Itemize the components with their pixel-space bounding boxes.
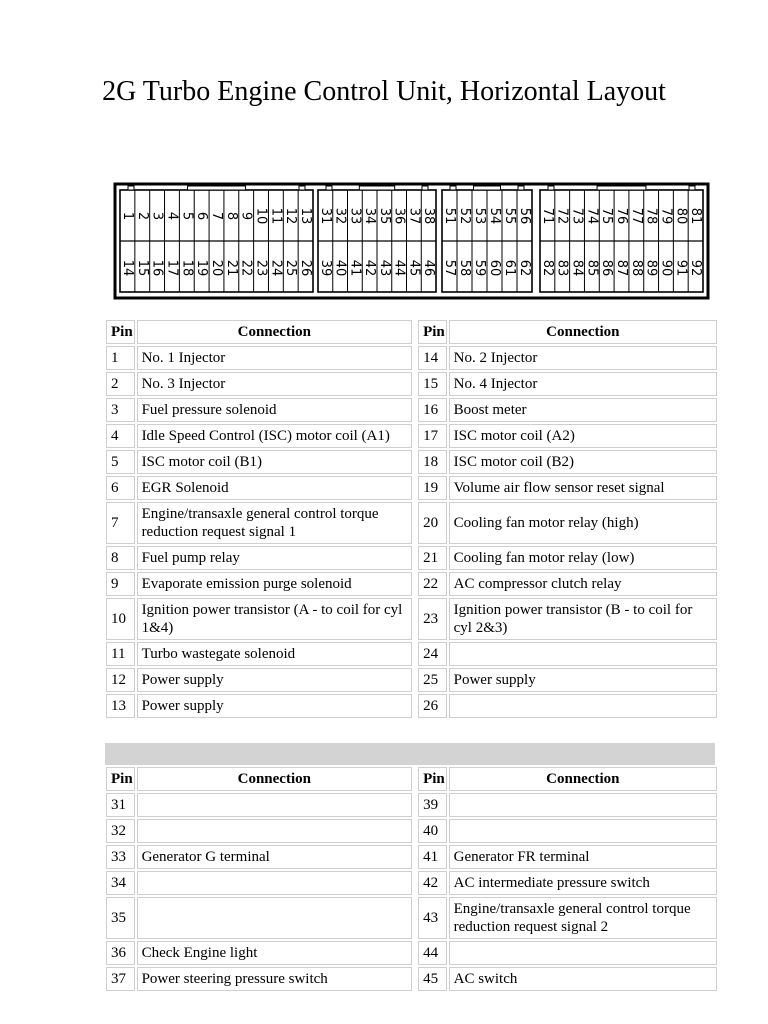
connector-pin-label: 26	[298, 259, 314, 277]
connection-cell	[449, 694, 717, 718]
pin-cell: 40	[418, 819, 447, 843]
connection-cell: AC compressor clutch relay	[449, 572, 717, 596]
pin-cell: 45	[418, 967, 447, 991]
connection-cell	[449, 793, 717, 817]
connector-pin-label: 19	[194, 259, 210, 277]
connector-pin-label: 34	[362, 207, 378, 225]
connection-header: Connection	[449, 320, 717, 344]
connection-cell: ISC motor coil (B1)	[137, 450, 412, 474]
connector-pin-label: 85	[584, 259, 600, 277]
pin-cell: 18	[418, 450, 447, 474]
pin-cell: 32	[106, 819, 135, 843]
connection-cell: Volume air flow sensor reset signal	[449, 476, 717, 500]
pin-cell: 44	[418, 941, 447, 965]
table-row	[106, 941, 717, 965]
table-row	[106, 372, 717, 396]
connector-pin-label: 81	[688, 207, 704, 225]
connection-cell: No. 2 Injector	[449, 346, 717, 370]
connection-cell: No. 1 Injector	[137, 346, 412, 370]
table-row	[106, 476, 717, 500]
pin-cell: 2	[106, 372, 135, 396]
pin-cell: 37	[106, 967, 135, 991]
connection-cell	[137, 897, 412, 939]
connector-pin-label: 9	[238, 211, 254, 221]
connector-pin-label: 13	[298, 207, 314, 225]
table-row	[106, 346, 717, 370]
pin-cell: 12	[106, 668, 135, 692]
connector-pin-label: 20	[209, 259, 224, 277]
pin-cell: 21	[418, 546, 447, 570]
connection-cell: EGR Solenoid	[137, 476, 412, 500]
connection-cell: AC intermediate pressure switch	[449, 871, 717, 895]
connection-cell: Generator G terminal	[137, 845, 412, 869]
connector-pin-label: 83	[554, 259, 570, 277]
connector-pin-label: 75	[599, 207, 615, 225]
connector-pin-label: 90	[658, 259, 674, 277]
table-row	[106, 546, 717, 570]
pin-cell: 34	[106, 871, 135, 895]
connector-pin-label: 80	[673, 207, 689, 225]
connector-pin-label: 1	[119, 211, 135, 221]
connection-cell: Engine/transaxle general control torque reduction request signal 1	[137, 502, 412, 544]
connector-pin-label: 3	[149, 211, 165, 221]
connection-cell: ISC motor coil (A2)	[449, 424, 717, 448]
connector-pin-label: 55	[502, 207, 517, 225]
connection-cell: No. 4 Injector	[449, 372, 717, 396]
connection-cell: Turbo wastegate solenoid	[137, 642, 412, 666]
pin-cell: 16	[418, 398, 447, 422]
connector-pin-label: 87	[614, 259, 629, 277]
connector-pin-label: 6	[194, 211, 210, 221]
connector-pin-label: 42	[362, 259, 378, 277]
connector-pin-label: 74	[584, 207, 600, 225]
connection-cell: Boost meter	[449, 398, 717, 422]
connector-pin-label: 35	[376, 207, 392, 225]
connector-pin-label: 31	[317, 207, 333, 225]
connector-pin-label: 62	[517, 259, 532, 277]
connection-cell: Idle Speed Control (ISC) motor coil (A1)	[137, 424, 412, 448]
pin-cell: 15	[418, 372, 447, 396]
pin-cell: 26	[418, 694, 447, 718]
connector-pin-label: 36	[391, 207, 407, 225]
connector-pin-label: 23	[253, 259, 269, 277]
connector-pin-label: 37	[406, 207, 422, 225]
pin-cell: 20	[418, 502, 447, 544]
pin-header: Pin	[106, 320, 135, 344]
connector-pin-label: 7	[209, 211, 224, 221]
ecu-connector-diagram	[0, 0, 768, 310]
connector-pin-label: 46	[421, 259, 437, 277]
pin-cell: 8	[106, 546, 135, 570]
connector-pin-label: 15	[134, 259, 150, 277]
connector-pin-label: 60	[487, 259, 502, 277]
connector-pin-label: 17	[164, 259, 180, 277]
pin-cell: 7	[106, 502, 135, 544]
connector-pin-label: 53	[472, 207, 487, 225]
connection-cell: Ignition power transistor (A - to coil for cyl 1&4)	[137, 598, 412, 640]
connection-cell	[137, 793, 412, 817]
pin-cell: 31	[106, 793, 135, 817]
connector-pin-label: 82	[539, 259, 555, 277]
connector-pin-label: 32	[332, 207, 348, 225]
connector-pin-label: 92	[688, 259, 704, 277]
connector-pin-label: 18	[179, 259, 195, 277]
connector-pin-label: 72	[554, 207, 570, 225]
pin-cell: 3	[106, 398, 135, 422]
connection-cell: Power steering pressure switch	[137, 967, 412, 991]
table-row	[106, 845, 717, 869]
connector-pin-label: 44	[391, 259, 407, 277]
pin-cell: 24	[418, 642, 447, 666]
connector-pin-label: 57	[442, 259, 457, 277]
pin-cell: 25	[418, 668, 447, 692]
connector-pin-label: 79	[658, 207, 674, 225]
table-row	[106, 398, 717, 422]
table-row	[106, 668, 717, 692]
table-row	[106, 897, 717, 939]
connector-pin-label: 71	[539, 207, 555, 225]
connector-pin-label: 54	[487, 207, 502, 225]
pin-cell: 22	[418, 572, 447, 596]
connection-cell: AC switch	[449, 967, 717, 991]
pin-cell: 11	[106, 642, 135, 666]
pin-header: Pin	[106, 767, 135, 791]
connection-cell: Power supply	[137, 694, 412, 718]
pin-cell: 43	[418, 897, 447, 939]
connection-header: Connection	[137, 320, 412, 344]
connection-cell: Generator FR terminal	[449, 845, 717, 869]
connection-cell: Power supply	[137, 668, 412, 692]
connection-cell: Check Engine light	[137, 941, 412, 965]
connector-pin-label: 5	[179, 211, 195, 221]
connector-pin-label: 59	[472, 259, 487, 277]
connector-pin-label: 86	[599, 259, 615, 277]
connector-pin-label: 45	[406, 259, 422, 277]
pin-cell: 4	[106, 424, 135, 448]
connector-pin-label: 16	[149, 259, 165, 277]
connection-cell: Ignition power transistor (B - to coil for cyl 2&3)	[449, 598, 717, 640]
connector-pin-label: 40	[332, 259, 348, 277]
connection-cell: Cooling fan motor relay (high)	[449, 502, 717, 544]
connection-cell: Fuel pressure solenoid	[137, 398, 412, 422]
table-row	[106, 694, 717, 718]
connector-pin-label: 10	[253, 207, 269, 225]
connector-pin-label: 22	[238, 259, 254, 277]
connector-pin-label: 2	[134, 211, 150, 221]
connector-pin-label: 43	[376, 259, 392, 277]
pin-cell: 39	[418, 793, 447, 817]
section-separator	[105, 743, 715, 765]
pin-table-2	[104, 765, 719, 993]
connection-header: Connection	[137, 767, 412, 791]
pin-cell: 36	[106, 941, 135, 965]
connection-cell: Power supply	[449, 668, 717, 692]
table-row	[106, 793, 717, 817]
connector-pin-label: 88	[628, 259, 644, 277]
pin-cell: 9	[106, 572, 135, 596]
table-row	[106, 819, 717, 843]
connector-pin-label: 76	[614, 207, 629, 225]
pin-cell: 35	[106, 897, 135, 939]
connector-pin-label: 58	[457, 259, 472, 277]
connection-cell	[449, 941, 717, 965]
pin-header: Pin	[418, 320, 447, 344]
connection-cell: Cooling fan motor relay (low)	[449, 546, 717, 570]
connector-pin-label: 51	[442, 207, 457, 225]
connector-pin-label: 4	[164, 211, 180, 221]
pin-cell: 1	[106, 346, 135, 370]
connector-pin-label: 41	[347, 259, 363, 277]
connector-pin-label: 78	[643, 207, 659, 225]
connector-pin-label: 77	[628, 207, 644, 225]
connector-pin-label: 12	[283, 207, 299, 225]
pin-cell: 13	[106, 694, 135, 718]
connector-pin-label: 25	[283, 259, 299, 277]
table-row	[106, 967, 717, 991]
connector-pin-label: 8	[223, 211, 239, 221]
connector-pin-label: 38	[421, 207, 437, 225]
connector-pin-label: 52	[457, 207, 472, 225]
connector-pin-label: 33	[347, 207, 363, 225]
connection-cell	[137, 819, 412, 843]
pin-cell: 42	[418, 871, 447, 895]
connector-pin-label: 11	[268, 207, 284, 225]
connection-cell	[449, 642, 717, 666]
table-row	[106, 598, 717, 640]
table-row	[106, 871, 717, 895]
pin-cell: 17	[418, 424, 447, 448]
connector-pin-label: 56	[517, 207, 532, 225]
table-row	[106, 642, 717, 666]
connection-cell: No. 3 Injector	[137, 372, 412, 396]
connection-header: Connection	[449, 767, 717, 791]
pin-cell: 10	[106, 598, 135, 640]
connection-cell: Fuel pump relay	[137, 546, 412, 570]
connector-pin-label: 39	[317, 259, 333, 277]
pin-cell: 41	[418, 845, 447, 869]
table-row	[106, 424, 717, 448]
connection-cell: ISC motor coil (B2)	[449, 450, 717, 474]
pin-cell: 19	[418, 476, 447, 500]
connector-pin-label: 24	[268, 259, 284, 277]
table-row	[106, 572, 717, 596]
pin-cell: 23	[418, 598, 447, 640]
connector-pin-label: 14	[119, 259, 135, 277]
pin-cell: 6	[106, 476, 135, 500]
connector-pin-label: 61	[502, 259, 517, 277]
connection-cell	[137, 871, 412, 895]
page-title: 2G Turbo Engine Control Unit, Horizontal Layout	[102, 76, 666, 107]
connector-pin-label: 91	[673, 259, 689, 277]
pin-header: Pin	[418, 767, 447, 791]
connector-pin-label: 21	[223, 259, 239, 277]
table-header-row	[106, 767, 717, 791]
connector-pin-label: 84	[569, 259, 585, 277]
pin-cell: 5	[106, 450, 135, 474]
connection-cell	[449, 819, 717, 843]
connection-cell: Evaporate emission purge solenoid	[137, 572, 412, 596]
pin-table-1	[104, 318, 719, 720]
connection-cell: Engine/transaxle general control torque reduction request signal 2	[449, 897, 717, 939]
table-row	[106, 450, 717, 474]
connector-pin-label: 89	[643, 259, 659, 277]
connector-pin-label: 73	[569, 207, 585, 225]
pin-cell: 33	[106, 845, 135, 869]
pin-cell: 14	[418, 346, 447, 370]
table-header-row	[106, 320, 717, 344]
table-row	[106, 502, 717, 544]
